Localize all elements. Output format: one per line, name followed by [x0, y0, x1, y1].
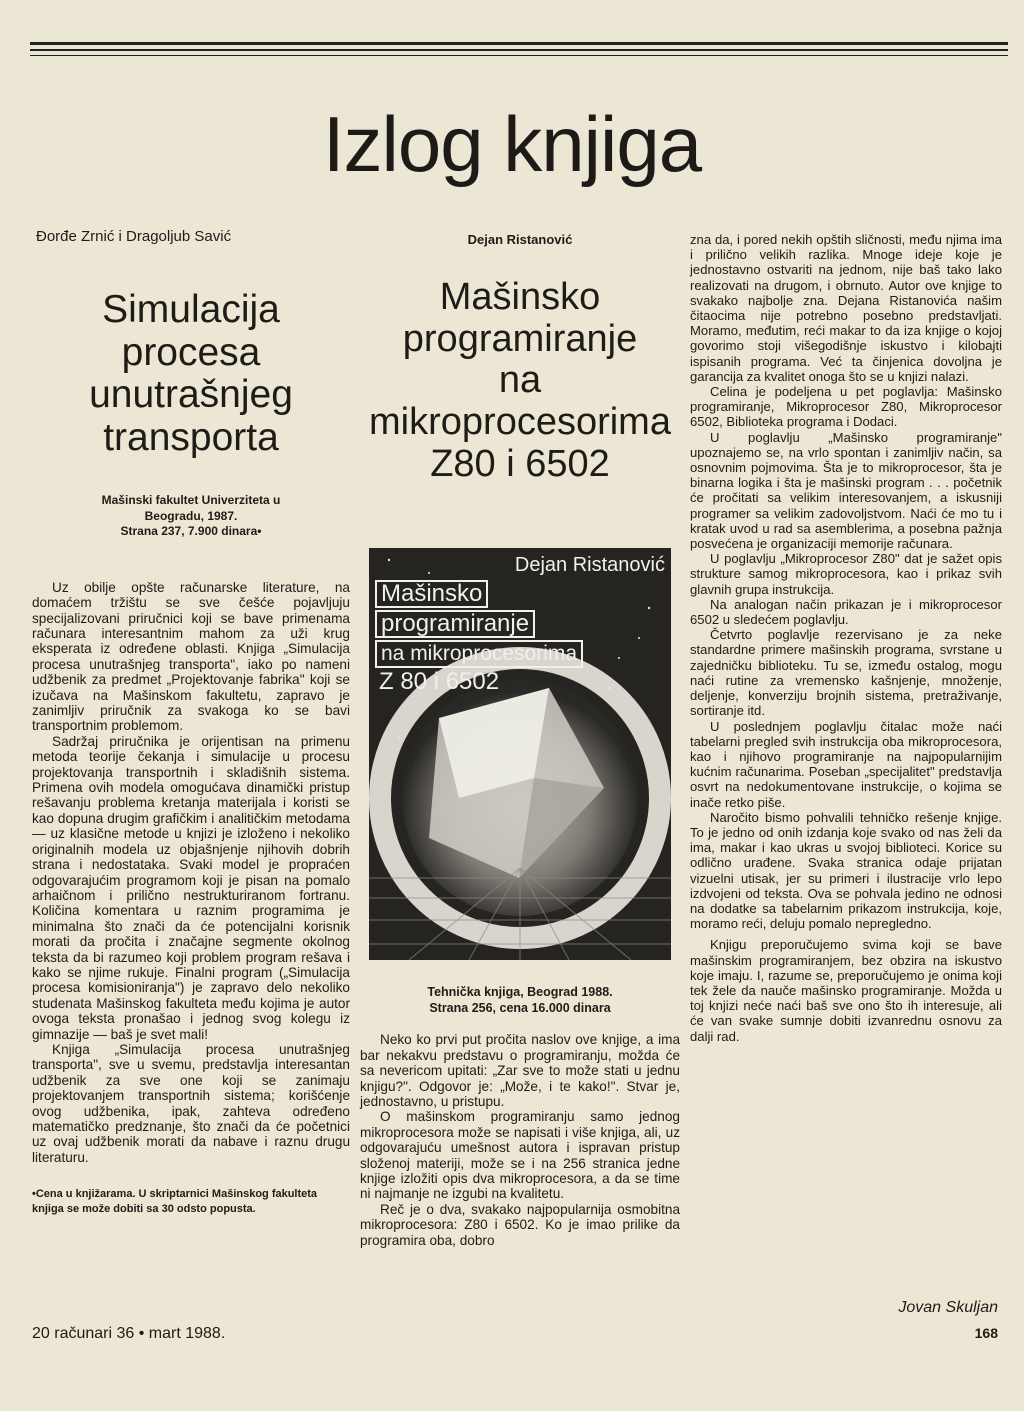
review-1-book-title: Simulacija procesa unutrašnjeg transporta	[89, 288, 293, 459]
review-2-column	[360, 228, 680, 1248]
review-2-author: Dejan Ristanović	[467, 232, 573, 247]
review-2-paragraph: O mašinskom programiranju samo jednog mikroprocesora može se napisati i više knjiga, ali, uz odgovarajuću umešnost autora i ispravan pristup složenoj materiji, može se i na 256 stranica jedne knjige izložiti opis dva mikroprocesora, a da se time ni najmanje ne izgubi na kvalitetu.	[360, 1109, 680, 1202]
book-cover-image	[369, 548, 671, 960]
review-2-paragraph: U poslednjem poglavlju čitalac može naći tabelarni pregled svih instrukcija oba mikroprocesora, kao i njihovo programiranje na najpopularnijim kućnim računarima. Poseban „specijalitet" predstavlja osvrt na nedokumentovane instrukcije, o kojima se inače retko piše.	[690, 718, 1002, 810]
review-1-paragraph: Uz obilje opšte računarske literature, na domaćem tržištu se sve češće pojavljuju specijalizovani priručnici koji se bave primenama računara interesantnim mahom za uži krug eksperata iz određene oblasti. Knjiga „Simulacija procesa unutrašnjeg transporta", iako po nameni udžbenik za predmet „Projektovanje fabrika" koji se izučava na Mašinskom fakultetu, zapravo je zanimljiv priručnik za svakoga ko se bavi transportnim problemom.	[32, 579, 350, 734]
page-number: 168	[974, 1325, 998, 1341]
cover-title-line: Z 80 i 6502	[379, 667, 500, 695]
review-1-paragraph: Knjiga „Simulacija procesa unutrašnjeg transporta", sve u svemu, predstavlja interesantan udžbenik za sve one koji se zanimaju projektovanjem transportnih sistema; korišćenje ovog udžbenika, ipak, zahteva određeno matematičko predznanje, što znači da će početnici uz ovaj udžbenik morati da nabave i raznu drugu literaturu.	[32, 1041, 350, 1165]
review-2-body-col2	[360, 1032, 680, 1248]
page-footer: 20 računari 36 • mart 1988.	[32, 1325, 226, 1342]
review-2-paragraph: Četvrto poglavlje rezervisano je za neke standardne primere mašinskih programa, svrstane u zajedničku biblioteku. Tu se, između ostalog, mogu naći rutine za vremensko kašnjenje, množenje, deljenje, konverziju brojnih sistema, pretraživanje, sortiranje itd.	[690, 627, 1002, 719]
top-rule-thin-2	[30, 55, 1008, 56]
review-2-paragraph: Celina je podeljena u pet poglavlja: Mašinsko programiranje, Mikroprocesor Z80, Mikroprocesor 6502, Biblioteka programa i Dodaci.	[690, 384, 1002, 430]
review-2-paragraph: U poglavlju „Mikroprocesor Z80" dat je sažet opis strukture samog mikroprocesora, kao i prikaz svih glavnih grupa instrukcija.	[690, 551, 1002, 597]
cover-title-line: na mikroprocesorima	[375, 640, 583, 668]
review-1-footnote: •Cena u knjižarama. U skriptarnici Mašinskog fakulteta knjiga se može dobiti sa 30 odsto popusta.	[32, 1188, 318, 1216]
review-2-paragraph: Reč je o dva, svakako najpopularnija osmobitna mikroprocesora: Z80 i 6502. Ko je imao prilike da programira oba, dobro	[360, 1201, 680, 1248]
masthead-title: Izlog knjiga	[322, 100, 702, 188]
review-2-signature: Jovan Skuljan	[898, 1299, 998, 1316]
cover-title-line: Mašinsko	[375, 580, 488, 608]
cover-title	[375, 580, 665, 694]
review-1-paragraph: Sadržaj priručnika je orijentisan na primenu metoda teorije čekanja i simulacije u procesu projektovanja transportnih i skladišnih sistema. Primena ovih modela omogućava dinamički pristup rešavanju problema kretanja materijala i koristi se kao dopuna drugim grafičkim i analitičkim metodama — uz klasične metode u knjizi je izloženo i nekoliko originalnih modela uz objašnjenje njihovih dobrih strana i nedostataka. Svaki model je propraćen odgovarajućim programom koji je pisan na pomalo arhaičnom i prilično nestrukturiranom fortranu. Količina komentara u raznim programima je minimalna što znači da će potencijalni korisnik morati da pročita i značajne segmente okolnog teksta da bi razumeo koji problem program rešava i kako se njime rukuje. Finalni program („Simulacija procesa komisioniranja") je zapravo delo nekoliko studenata Mašinskog fakulteta među kojima je autor ovoga teksta pronašao i jednog svog kolegu iz gimnazije — baš je svet mali!	[32, 733, 350, 1042]
review-2-paragraph: U poglavlju „Mašinsko programiranje" upoznajemo se, na vrlo spontan i zanimljiv način, sa osnovnim pojmovima. Šta je to mikroprocesor, šta je binarna logika i šta je mašinski program . . . početnik će pročitati sa velikim interesovanjem, a iskusniji programer sa velikim zadovoljstvom. Naći će mo tu i kratak uvod u rad sa asemblerima, a posebna pažnja posvećena je organizaciji memorije računara.	[690, 429, 1002, 552]
review-2-book-title: Mašinsko programiranje na mikroprocesorima Z80 i 6502	[369, 275, 671, 486]
cover-title-line: programiranje	[375, 610, 535, 638]
review-2-paragraph: Neko ko prvi put pročita naslov ove knjige, a ima bar nekakvu predstavu o programiranju, možda će sa nevericom upitati: „Zar sve to može stati u jednu knjigu?". Odgovor je: „Može, i te kako!". Stvar je, jednostavno, u pristupu.	[360, 1032, 680, 1109]
review-1-publisher-info: Mašinski fakultet Univerziteta u Beogradu, 1987. Strana 237, 7.900 dinara•	[101, 493, 281, 539]
review-1-authors: Đorđe Zrnić i Dragoljub Savić	[36, 228, 232, 245]
cover-author: Dejan Ristanović	[514, 553, 665, 576]
review-2-paragraph: zna da, i pored nekih opštih sličnosti, među njima ima i prilično velikih razlika. Mnoge ideje koje je jednostavno ostvariti na jednom, nije baš tako lako realizovati na drugom, i obrnuto. Autor ove knjige to svakako najbolje zna. Dejana Ristanovića našim čitaocima nije potrebno posebno predstavljati. Moramo, međutim, reći makar to da iza knjige o kojoj govorimo stoji višegodišnje iskustvo i kilobajti ispisanih programa. Već ta činjenica dovoljna je garancija za kvalitet onoga što se u knjizi nalazi.	[690, 232, 1002, 384]
review-2-paragraph: Na analogan način prikazan je i mikroprocesor 6502 u sledećem poglavlju.	[690, 596, 1002, 628]
review-2-paragraph: Knjigu preporučujemo svima koji se bave mašinskim programiranjem, bez obzira na iskustvo koje imaju. I, razume se, preporučujemo je onima koji tek žele da nauče mašinsko programiranje. Možda u toj knjizi neće naći baš sve ono što ih interesuje, ali će van svake sumnje dobiti izvanrednu osnovu za dalji rad.	[690, 937, 1002, 1044]
top-rule-thick	[30, 42, 1008, 45]
top-rule-thin	[30, 49, 1008, 51]
review-2-body-col3	[690, 232, 1002, 1044]
review-1-column	[32, 228, 350, 1217]
review-2-continuation-column	[690, 232, 1002, 1044]
review-2-publisher-info: Tehnička knjiga, Beograd 1988. Strana 256, cena 16.000 dinara	[427, 984, 613, 1016]
review-2-paragraph: Naročito bismo pohvalili tehničko rešenje knjige. To je jedno od onih izdanja koje svako od nas želi da ima, makar i kao ukras u svojoj biblioteci. Korice su odlično urađene. Svaka stranica odaje prijatan vizuelni utisak, jer su primeri i ilustracije vrlo lepo izdvojeni od teksta. Ova se pohvala jedino ne odnosi na dodatke sa tabelarnim prikazom instrukcija, koje, moramo reći, deluju pomalo nepregledno.	[690, 809, 1002, 932]
review-1-body	[32, 580, 350, 1165]
